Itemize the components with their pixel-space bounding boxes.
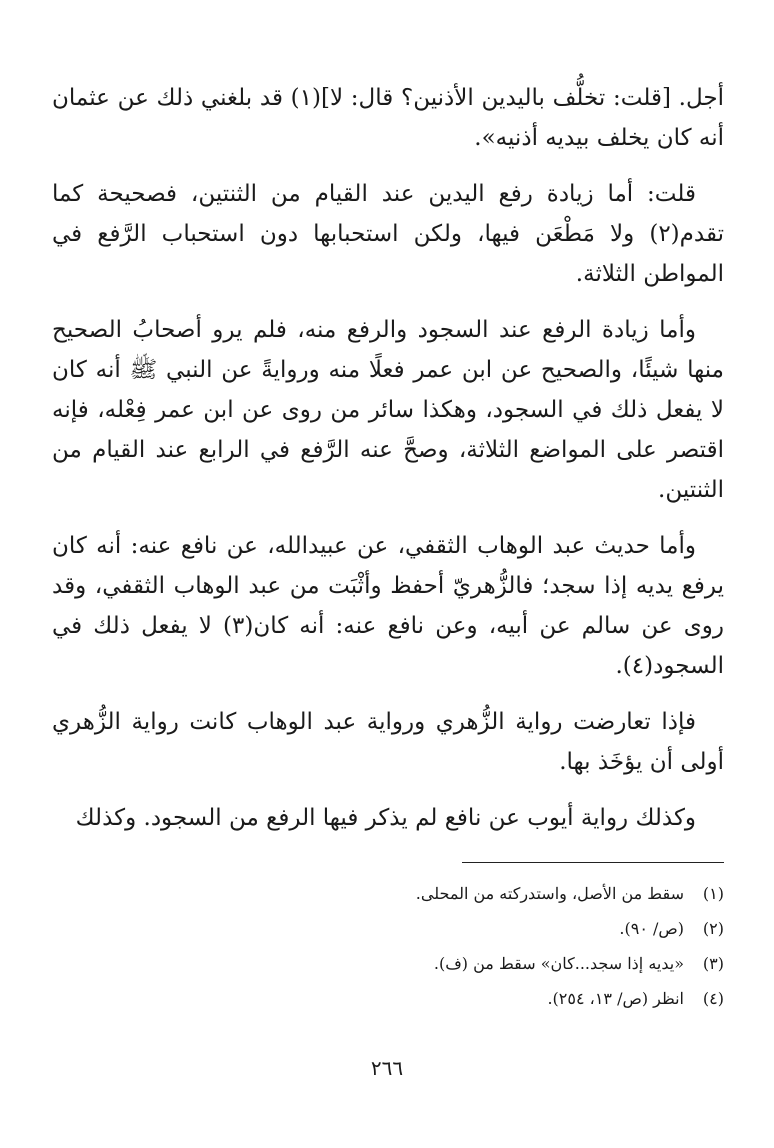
footnote-text: سقط من الأصل، واستدركته من المحلى. [415, 884, 684, 903]
footnote-divider [462, 862, 724, 863]
footnote-1 [52, 876, 724, 911]
footnote-2 [52, 911, 724, 946]
paragraph-5: فإذا تعارضت رواية الزُّهري ورواية عبد الوهاب كانت رواية الزُّهري أولى أن يؤخَذ بها. [52, 709, 724, 775]
main-text [52, 78, 724, 854]
paragraph-1: أجل. [قلت: تخلُّف باليدين الأذنين؟ قال: لا](١) قد بلغني ذلك عن عثمان أنه كان يخلف بيديه أذنيه». [52, 85, 725, 151]
footnote-text: «يديه إذا سجد...كان» سقط من (ف). [433, 954, 684, 973]
footnote-text: (ص/ ٩٠). [619, 919, 684, 938]
paragraph-2: قلت: أما زيادة رفع اليدين عند القيام من الثنتين، فصحيحة كما تقدم(٢) ولا مَطْعَن فيها، ولكن استحبابها دون استحباب الرَّفع في المواطن الثلاثة. [52, 181, 724, 287]
footnotes [52, 876, 724, 1016]
footnote-text: انظر (ص/ ١٣، ٢٥٤). [547, 989, 684, 1008]
paragraph-6: وكذلك رواية أيوب عن نافع لم يذكر فيها الرفع من السجود. وكذلك [75, 805, 696, 831]
page-number: ٢٦٦ [370, 1056, 404, 1080]
paragraph-4: وأما حديث عبد الوهاب الثقفي، عن عبيدالله، عن نافع عنه: أنه كان يرفع يديه إذا سجد؛ فالزُّهريّ أحفظ وأثْبَت من عبد الوهاب الثقفي، وقد روى عن سالم عن أبيه، وعن نافع عنه: أنه كان(٣) لا يفعل ذلك في السجود(٤). [52, 533, 724, 679]
paragraph-3: وأما زيادة الرفع عند السجود والرفع منه، فلم يرو أصحابُ الصحيح منها شيئًا، والصحيح عن ابن عمر فعلًا منه وروايةً عن النبي ﷺ أنه كان لا يفعل ذلك في السجود، وهكذا سائر من روى عن ابن عمر فِعْله، فإنه اقتصر على المواضع الثلاثة، وصحَّ عنه الرَّفع في الرابع عند القيام من الثنتين. [52, 317, 724, 503]
footnote-number: (١) [702, 884, 724, 903]
footnote-number: (٣) [702, 954, 724, 973]
footnote-number: (٤) [702, 989, 724, 1008]
footnote-number: (٢) [702, 919, 724, 938]
footnote-3 [52, 946, 724, 981]
footnote-4 [52, 981, 724, 1016]
